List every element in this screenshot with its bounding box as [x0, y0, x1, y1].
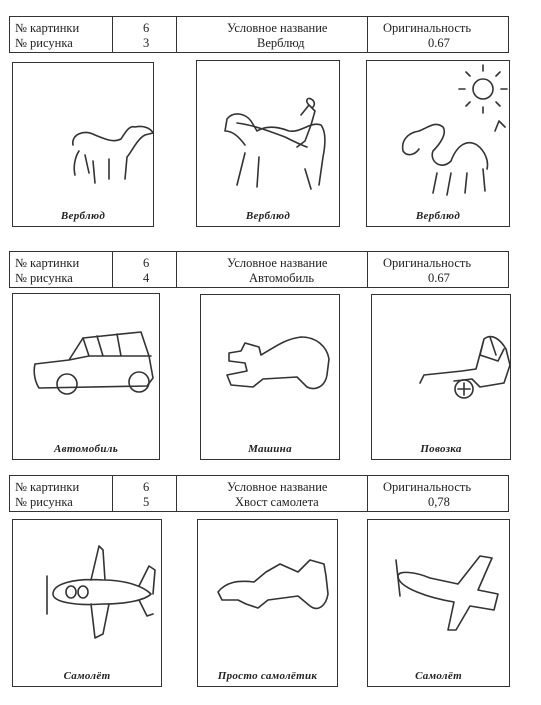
- header-row-3: [9, 475, 509, 512]
- drawing-card: [12, 519, 162, 687]
- originality-label: Оригинальность: [383, 21, 472, 35]
- label-picture-number: № картинки: [15, 480, 80, 494]
- drawing-caption: Верблюд: [415, 210, 461, 222]
- title-label: Условное название: [227, 256, 328, 270]
- label-picture-number: № картинки: [15, 256, 80, 270]
- drawing-card: [366, 60, 510, 227]
- drawing-card: [367, 519, 510, 687]
- drawing-caption: Автомобиль: [53, 443, 119, 455]
- drawing-card: [12, 62, 154, 227]
- picture-number-value: 6: [143, 21, 150, 35]
- header-row-1: [9, 16, 509, 53]
- originality-label: Оригинальность: [383, 256, 472, 270]
- drawing-number-value: 4: [143, 271, 150, 285]
- cart-drawing-icon: [372, 295, 512, 461]
- machine-drawing-icon: [201, 295, 341, 461]
- title-label: Условное название: [227, 480, 328, 494]
- camel-drawing-icon: [13, 63, 155, 228]
- picture-number-value: 6: [143, 480, 150, 494]
- header-row-2: [9, 251, 509, 288]
- small-airplane-drawing-icon: [198, 520, 339, 688]
- drawing-number-value: 5: [143, 495, 150, 509]
- label-drawing-number: № рисунка: [15, 271, 73, 285]
- title-value: Хвост самолета: [235, 495, 319, 509]
- drawing-card: [196, 60, 340, 227]
- drawing-caption: Верблюд: [60, 210, 106, 222]
- originality-value: 0.67: [428, 36, 450, 50]
- label-picture-number: № картинки: [15, 21, 80, 35]
- picture-number-value: 6: [143, 256, 150, 270]
- drawing-caption: Машина: [248, 443, 292, 455]
- car-drawing-icon: [13, 294, 161, 461]
- drawing-card: [200, 294, 340, 460]
- drawing-number-value: 3: [143, 36, 150, 50]
- originality-value: 0.67: [428, 271, 450, 285]
- drawing-card: [12, 293, 160, 460]
- label-drawing-number: № рисунка: [15, 495, 73, 509]
- camel-sun-drawing-icon: [367, 61, 511, 228]
- title-value: Верблюд: [257, 36, 305, 50]
- title-value: Автомобиль: [249, 271, 315, 285]
- airplane-drawing-icon: [13, 520, 163, 688]
- airplane-side-drawing-icon: [368, 520, 511, 688]
- drawing-caption: Самолёт: [415, 670, 462, 682]
- drawing-card: [371, 294, 511, 460]
- drawing-caption: Повозка: [420, 443, 462, 455]
- originality-value: 0,78: [428, 495, 450, 509]
- drawing-card: [197, 519, 338, 687]
- drawing-caption: Просто самолётик: [217, 670, 318, 682]
- drawing-caption: Верблюд: [245, 210, 291, 222]
- drawing-caption: Самолёт: [63, 670, 111, 682]
- camel-rider-drawing-icon: [197, 61, 341, 228]
- originality-label: Оригинальность: [383, 480, 472, 494]
- label-drawing-number: № рисунка: [15, 36, 73, 50]
- title-label: Условное название: [227, 21, 328, 35]
